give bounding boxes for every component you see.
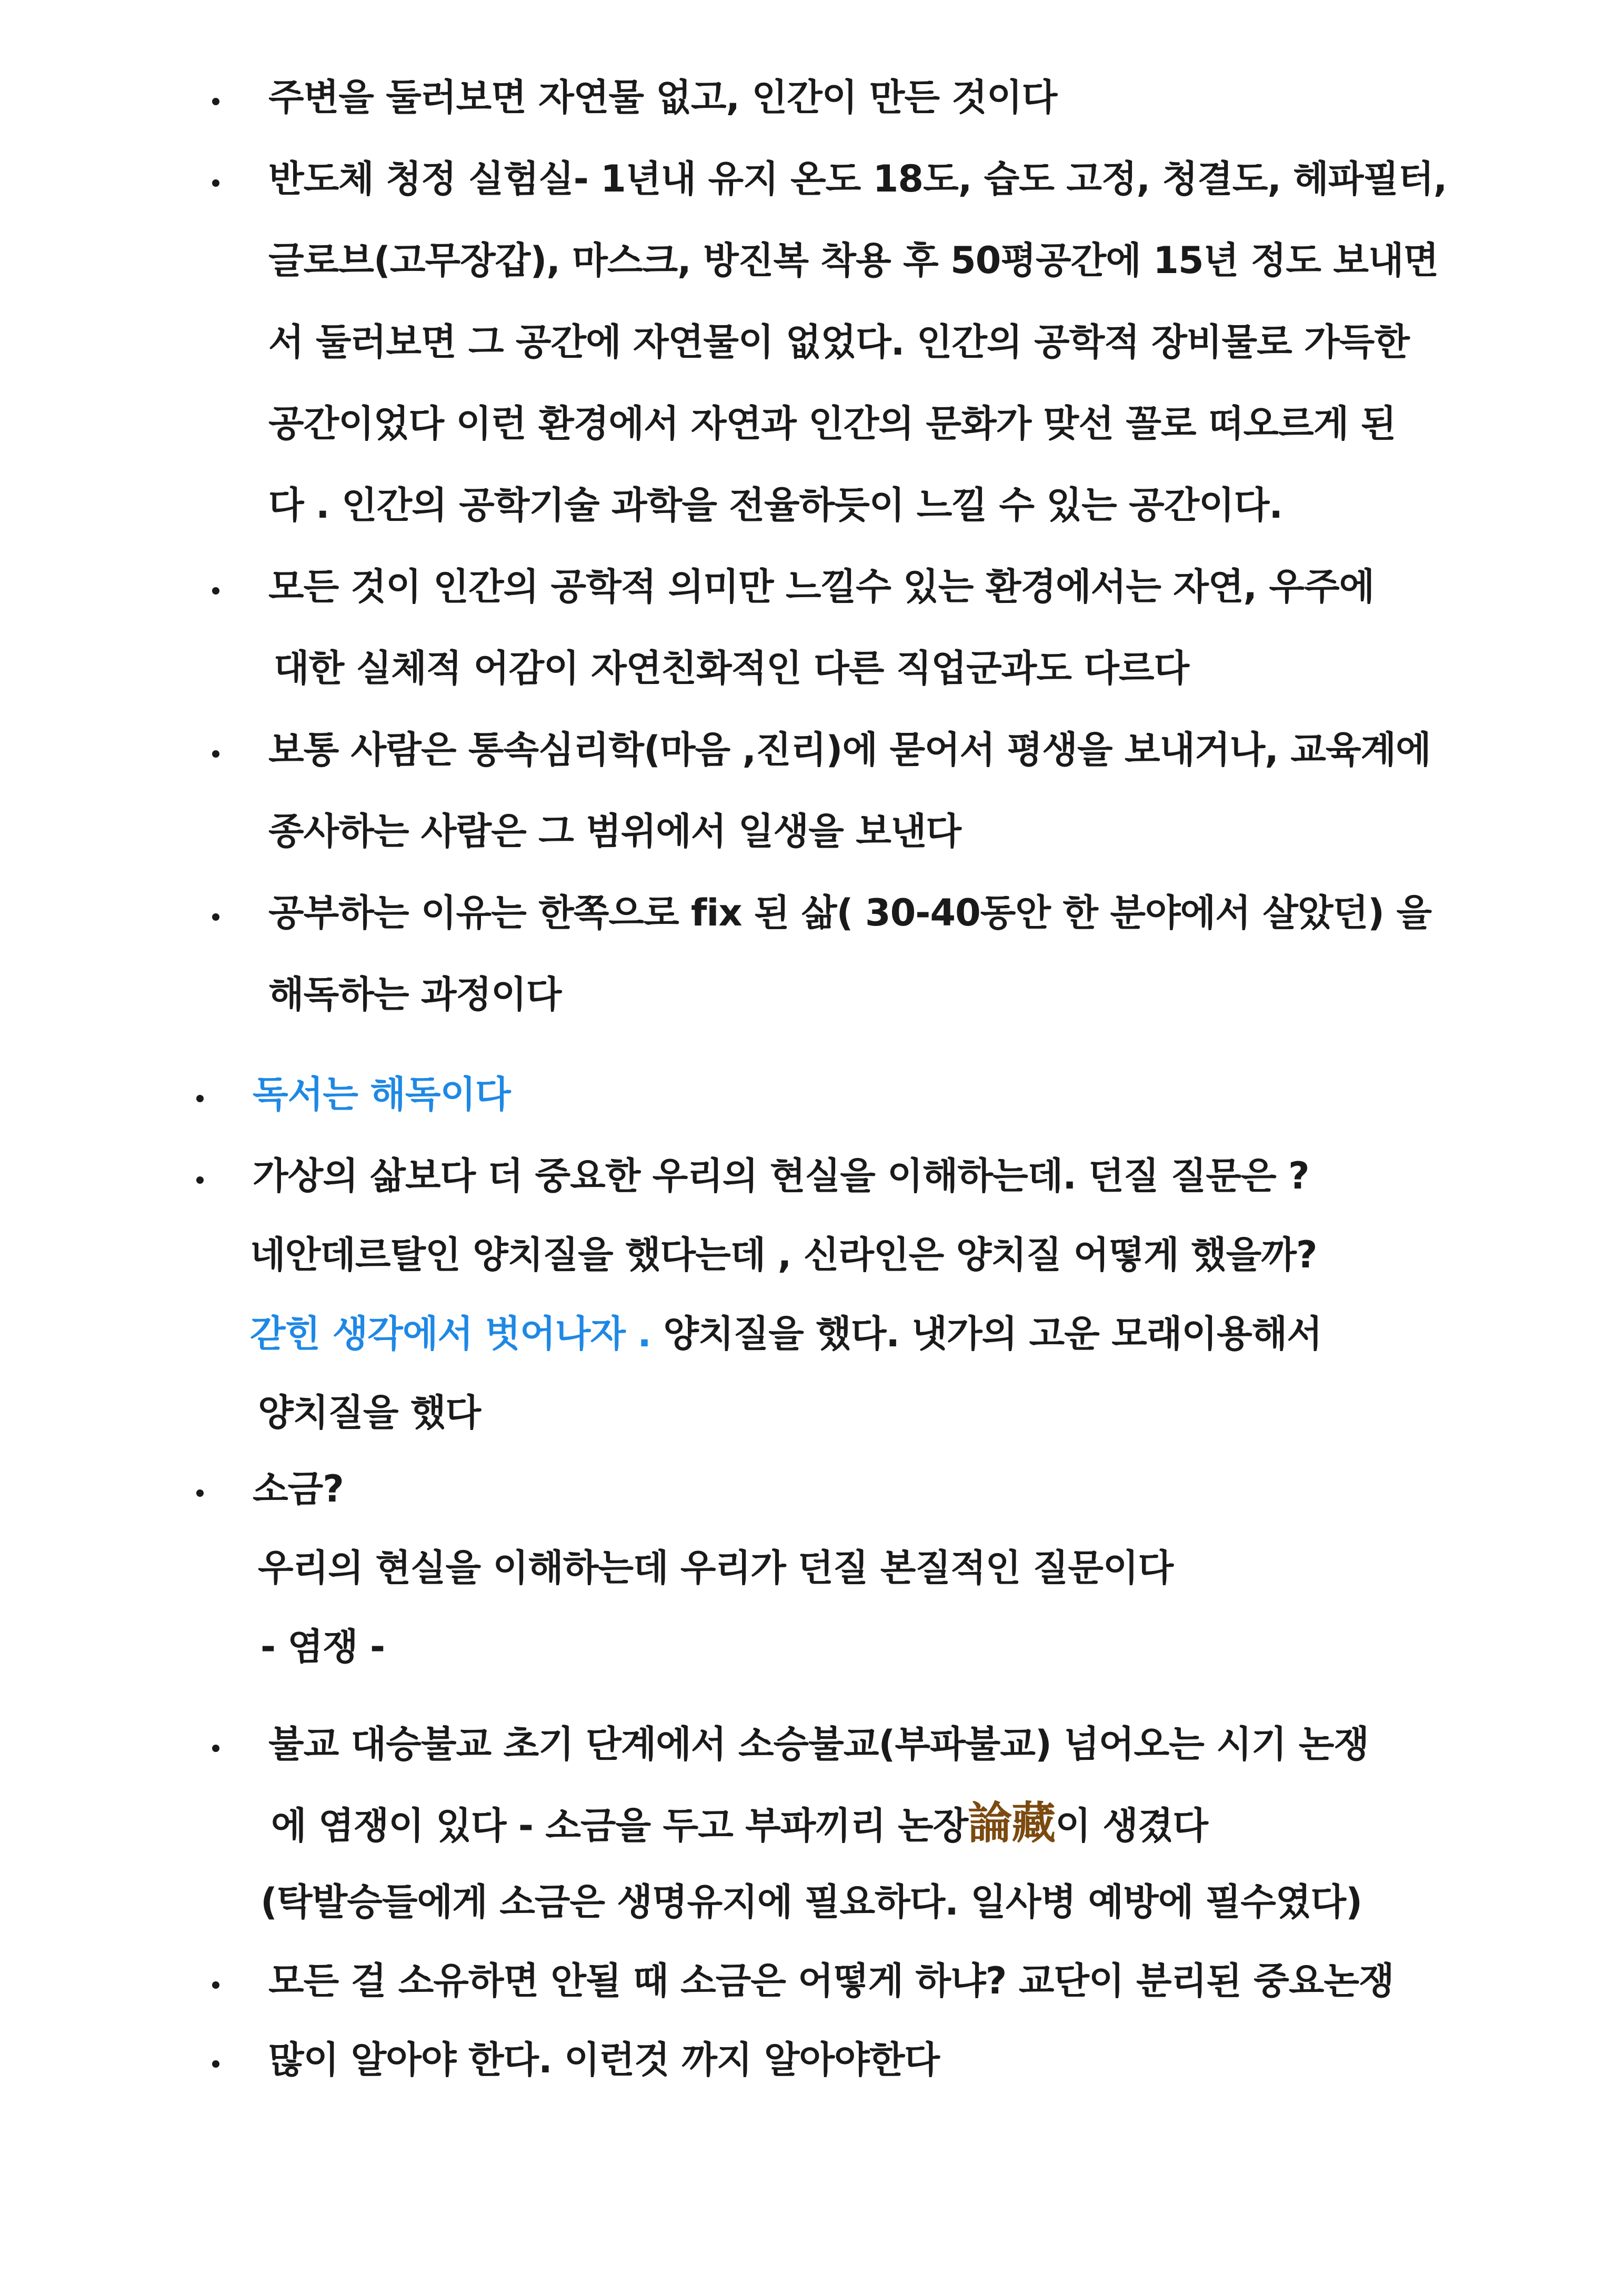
- text-line: 네안데르탈인 양치질을 했다는데 , 신라인은 양치질 어떻게 했을까?: [250, 1233, 1317, 1276]
- text-segment: 이 생겼다: [1055, 1804, 1208, 1847]
- text-segment: 에 염쟁이 있다 - 소금을 두고 부파끼리 논장: [271, 1804, 968, 1847]
- text-line: 모든 걸 소유하면 안될 때 소금은 어떻게 하냐? 교단이 분리된 중요논쟁: [268, 1959, 1394, 2002]
- text-line: 해독하는 과정이다: [268, 973, 562, 1016]
- text-line: (탁발승들에게 소금은 생명유지에 필요하다. 일사병 예방에 필수였다): [260, 1880, 1362, 1924]
- text-line: 불교 대승불교 초기 단계에서 소승불교(부파불교) 넘어오는 시기 논쟁: [268, 1723, 1369, 1766]
- text-line: 소금?: [253, 1467, 344, 1510]
- text-line: 종사하는 사람은 그 범위에서 일생을 보낸다: [268, 810, 961, 853]
- bullet: [212, 913, 219, 921]
- bullet: [212, 179, 219, 187]
- text-line: 대한 실체적 어감이 자연친화적인 다른 직업군과도 다르다: [274, 647, 1189, 690]
- bullet: [212, 2060, 219, 2068]
- hanja-highlight: 論藏: [968, 1797, 1056, 1849]
- text-line: 양치질을 했다: [258, 1391, 481, 1434]
- text-line: 공부하는 이유는 한쪽으로 fix 된 삶( 30-40동안 한 분야에서 살았던) 을: [268, 891, 1432, 934]
- text-line: 반도체 청정 실험실- 1년내 유지 온도 18도, 습도 고정, 청결도, 헤파필터,: [268, 157, 1447, 200]
- bullet: [212, 587, 219, 595]
- text-line: [271, 1797, 1208, 1852]
- bullet: [196, 1176, 204, 1184]
- text-segment: 양치질을 했다. 냇가의 고운 모래이용해서: [650, 1312, 1322, 1355]
- text-line: 다 . 인간의 공학기술 과학을 전율하듯이 느낄 수 있는 공간이다.: [268, 484, 1283, 527]
- bullet: [212, 98, 219, 105]
- text-line: 많이 알아야 한다. 이런것 까지 알아야한다: [268, 2038, 939, 2081]
- text-line: [250, 1307, 1322, 1360]
- text-line: 글로브(고무장갑), 마스크, 방진복 착용 후 50평공간에 15년 정도 보내면: [268, 239, 1439, 282]
- bullet: [196, 1489, 204, 1497]
- text-line: 가상의 삶보다 더 중요한 우리의 현실을 이해하는데. 던질 질문은 ?: [253, 1154, 1309, 1197]
- text-line: 서 둘러보면 그 공간에 자연물이 없었다. 인간의 공학적 장비물로 가득한: [268, 320, 1409, 364]
- text-line: 주변을 둘러보면 자연물 없고, 인간이 만든 것이다: [268, 76, 1057, 119]
- section-heading: 독서는 해독이다: [253, 1073, 510, 1116]
- text-line: 모든 것이 인간의 공학적 의미만 느낄수 있는 환경에서는 자연, 우주에: [268, 565, 1375, 608]
- text-line: 공간이었다 이런 환경에서 자연과 인간의 문화가 맞선 꼴로 떠오르게 된: [268, 402, 1396, 445]
- bullet: [212, 1981, 219, 1989]
- text-line: 우리의 현실을 이해하는데 우리가 던질 본질적인 질문이다: [258, 1546, 1174, 1589]
- bullet: [212, 1745, 219, 1752]
- text-line: 보통 사람은 통속심리학(마음 ,진리)에 묻어서 평생을 보내거나, 교육계에: [268, 728, 1431, 771]
- highlight-text: 갇힌 생각에서 벗어나자 .: [250, 1312, 651, 1355]
- bullet: [196, 1095, 204, 1102]
- bullet: [212, 750, 219, 758]
- text-line: - 염쟁 -: [260, 1625, 385, 1668]
